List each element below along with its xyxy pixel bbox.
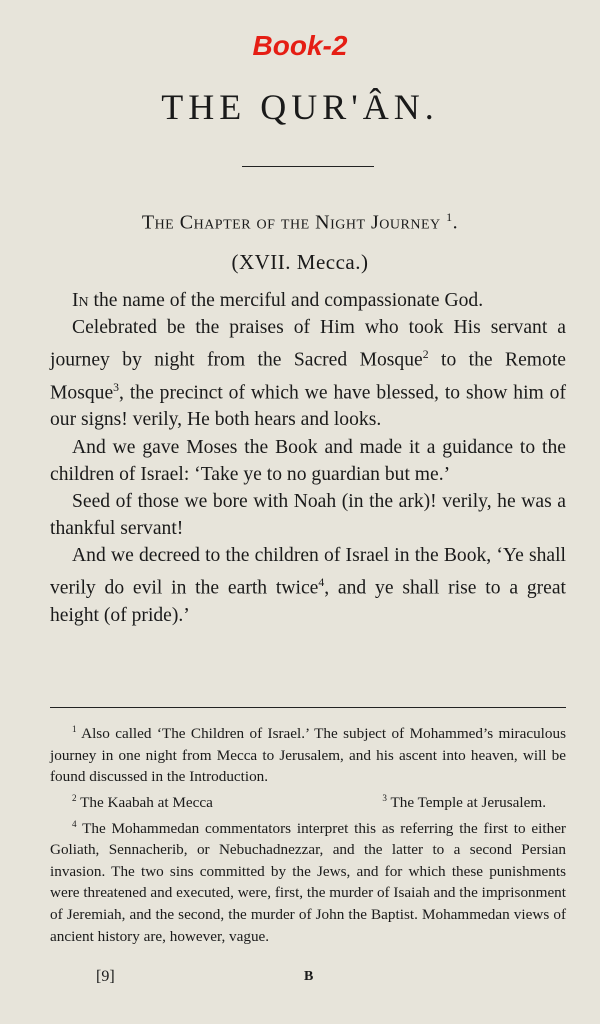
footnote-marker: 4 [318, 576, 325, 589]
chapter-heading: The Chapter of the Night Journey $^1$. [141, 210, 459, 234]
chapter-subtitle: (XVII. Mecca.) [231, 250, 369, 274]
paragraph-text: And we decreed to the children of Israel in the Book, ‘Ye shall verily do evil in the earth twice [50, 544, 566, 599]
paragraph-text: to the Remote Mosque [50, 349, 566, 404]
footnote-divider [50, 707, 566, 708]
footnote [50, 719, 566, 788]
footnote-marker: 3 [382, 792, 387, 803]
paragraph-text: , the precinct of which we have blessed, to show him of our signs! verily, He both hears and looks. [50, 382, 566, 431]
footnote-marker: 3 [113, 380, 120, 394]
main-text [50, 287, 566, 629]
page-number: [9] [96, 968, 115, 985]
footnotes [50, 719, 566, 947]
chapter-heading-text: The Chapter of the Night Journey [141, 211, 441, 234]
small-caps-word: In [72, 290, 89, 311]
footnote-marker: 4 [72, 818, 77, 829]
footnote [72, 788, 213, 814]
page-title: THE QUR'ÂN. [161, 87, 439, 127]
paragraph-text: Celebrated be the praises of Him who took His servant a journey by night from the Sacred Mosque [50, 317, 566, 371]
footnote-text: The Kaabah at Mecca [76, 793, 213, 811]
footnote-marker: 2 [422, 348, 429, 362]
footnote-row [50, 788, 566, 814]
footnote [382, 788, 546, 814]
footnote-marker: 1 [446, 210, 453, 224]
footnote [50, 814, 566, 948]
title-divider [242, 166, 374, 167]
paragraph [50, 287, 566, 314]
paragraph-text: the name of the merciful and compassionate God. [88, 290, 484, 311]
footnote-text: The Mohammedan commentators interpret this as referring the first to either Goliath, Sennacherib, or Nebuchadnezzar, and the latter to a second Persian invasion. The two sins committed by the Jews, and for which these punishments were threatened and executed, were, first, the murder of Isaiah and the imprisonment of Jeremiah, and the second, the murder of John the Baptist. Mohammedan views of ancient history are, however, vague. [50, 819, 566, 945]
paragraph: And we gave Moses the Book and made it a guidance to the children of Israel: ‘Take ye to no guardian but me.’ [50, 436, 566, 485]
footnote-text: The Temple at Jerusalem. [386, 793, 546, 811]
paragraph [50, 314, 566, 433]
footnote-marker: 1 [72, 724, 77, 734]
signature-mark: B [304, 969, 314, 984]
footnote-text: Also called ‘The Children of Israel.’ The subject of Mohammed’s miraculous journey in one night from Mecca to Jerusalem, and his ascent into heaven, will be found discussed in the Introduction. [50, 725, 566, 786]
footnote-marker: 2 [72, 792, 77, 803]
paragraph: Seed of those we bore with Noah (in the ark)! verily, he was a thankful servant! [50, 490, 566, 539]
book-label: Book-2 [252, 30, 348, 61]
paragraph-text: , and ye shall rise to a great height (of pride).’ [50, 577, 566, 626]
paragraph [50, 542, 566, 629]
